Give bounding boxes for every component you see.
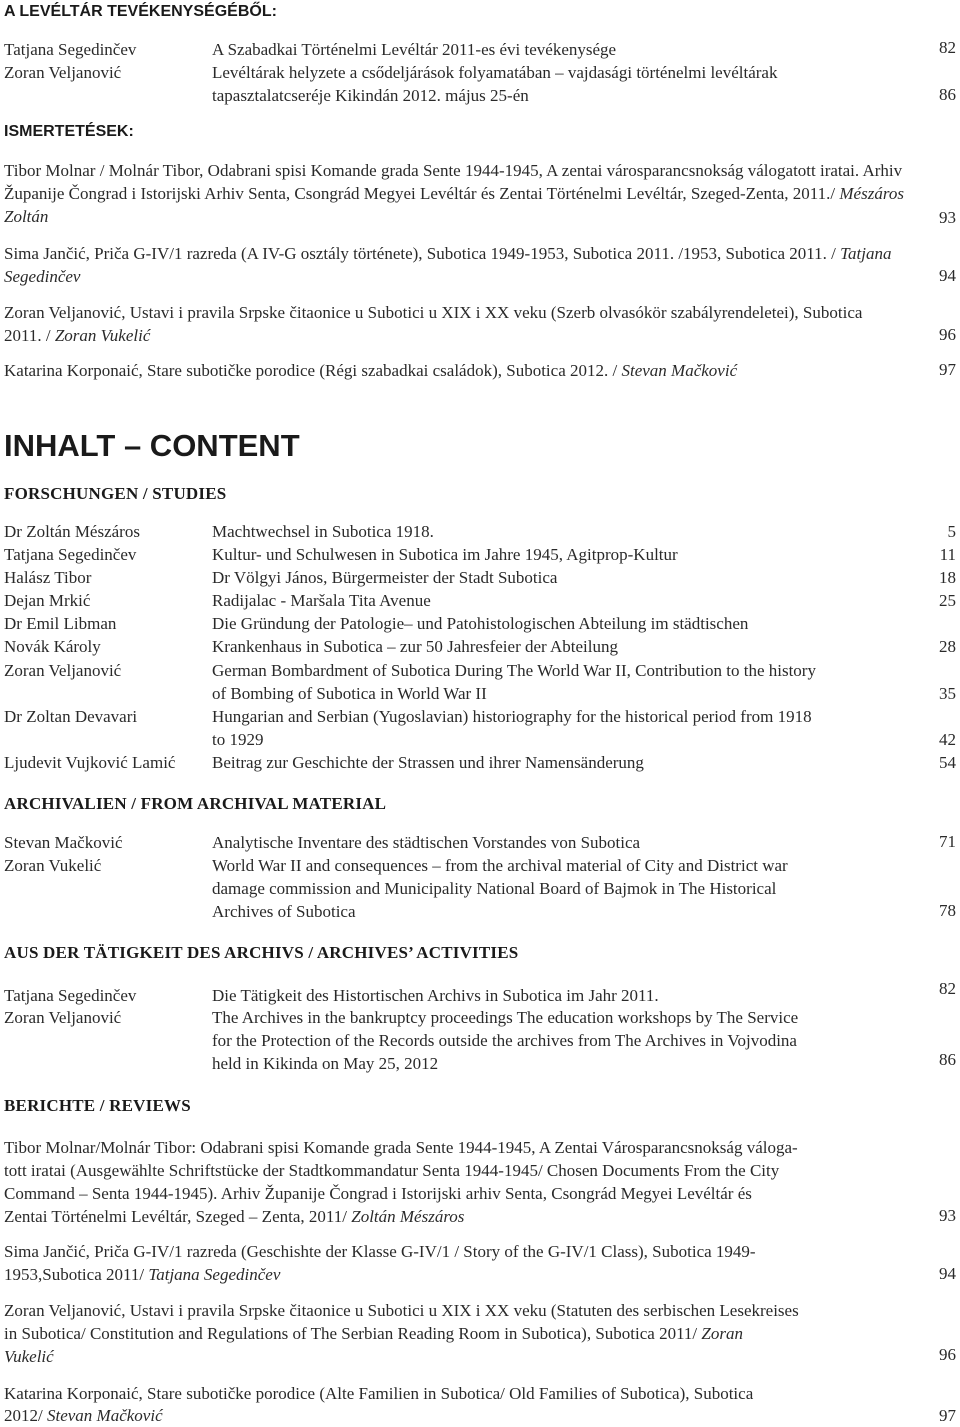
review-entry: [4, 301, 904, 347]
author-name: Stevan Mačković: [4, 833, 123, 852]
section-heading-reviews: BERICHTE / REVIEWS: [4, 1096, 191, 1115]
review-text: Sima Jančić, Priča G-IV/1 razreda (Geschishte der Klasse G-IV/1 / Story of the G-IV/1 Class), Subotica 1949-: [4, 1242, 756, 1261]
page-number: 82: [939, 979, 956, 998]
review-text: Katarina Korponaić, Stare subotičke porodice (Alte Familien in Subotica/ Old Families of Subotica), Subotica: [4, 1384, 754, 1403]
page-number: 93: [939, 208, 956, 227]
entry-title-continued: Archives of Subotica: [212, 902, 356, 921]
entry-title: A Szabadkai Történelmi Levéltár 2011-es évi tevékenysége: [212, 40, 617, 59]
entry-title-continued: to 1929: [212, 730, 264, 749]
page-number: 82: [939, 38, 956, 57]
section-heading-archival-material: ARCHIVALIEN / FROM ARCHIVAL MATERIAL: [4, 794, 387, 813]
author-name: Tatjana Segedinčev: [4, 40, 137, 59]
review-text: Zoran Veljanović, Ustavi i pravila Srpske čitaonice u Subotici u XIX i XX veku (Statuten des serbischen Lesekreises: [4, 1301, 799, 1320]
entry-title: German Bombardment of Subotica During The World War II, Contribution to the history: [212, 661, 816, 680]
review-text: 1953,Subotica 2011/: [4, 1265, 149, 1284]
review-entry-end: [4, 1205, 464, 1228]
page-number: 25: [939, 591, 956, 610]
review-text: Zentai Történelmi Levéltár, Szeged – Zenta, 2011/: [4, 1207, 352, 1226]
review-text: 2012/: [4, 1406, 47, 1425]
author-name: Tatjana Segedinčev: [4, 545, 137, 564]
entry-title: Machtwechsel in Subotica 1918.: [212, 522, 434, 541]
entry-title: Levéltárak helyzete a csődeljárások folyamatában – vajdasági történelmi levéltárak: [212, 63, 778, 82]
review-text: in Subotica/ Constitution and Regulations of The Serbian Reading Room in Subotica), Subotica 2011/: [4, 1324, 702, 1343]
author-name: Novák Károly: [4, 637, 101, 656]
page-number: 54: [939, 753, 956, 772]
review-text: Tibor Molnar/Molnár Tibor: Odabrani spisi Komande grada Sente 1944-1945, A Zentai Városparancsnokság váloga-: [4, 1138, 798, 1157]
entry-title-continued: damage commission and Municipality National Board of Bajmok in The Historical: [212, 879, 777, 898]
author-name: Zoran Veljanović: [4, 661, 122, 680]
reviewer-name: Zoran: [701, 1324, 743, 1343]
entry-title: Analytische Inventare des städtischen Vorstandes von Subotica: [212, 833, 641, 852]
page-number: 28: [939, 637, 956, 656]
reviewer-name: Mészáros Zoltán: [4, 184, 904, 226]
review-entry-end: [4, 1263, 280, 1286]
page-number: 86: [939, 85, 956, 104]
page-number: 42: [939, 730, 956, 749]
section-heading-archives-activities: AUS DER TÄTIGKEIT DES ARCHIVS / ARCHIVES’ ACTIVITIES: [4, 943, 519, 962]
author-name: Dr Zoltán Mészáros: [4, 522, 140, 541]
review-entry-mid: [4, 1322, 743, 1345]
page-number: 94: [939, 266, 956, 285]
page-number: 86: [939, 1050, 956, 1069]
author-name: Dejan Mrkić: [4, 591, 91, 610]
entry-title: Radijalac - Maršala Tita Avenue: [212, 591, 431, 610]
section-heading-reviews-hu: ISMERTETÉSEK:: [4, 123, 134, 140]
author-name: Dr Zoltan Devavari: [4, 707, 138, 726]
review-entry-end: [4, 1404, 163, 1427]
review-text: Zoran Veljanović, Ustavi i pravila Srpske čitaonice u Subotici u XIX i XX veku (Szerb olvasókör szabályrendeletei), Subotica 2011. /: [4, 303, 863, 345]
author-name: Halász Tibor: [4, 568, 92, 587]
review-entry: [4, 159, 904, 228]
reviewer-name: Zoltán Mészáros: [351, 1207, 465, 1226]
reviewer-name: Zoran Vukelić: [54, 326, 151, 345]
page-number: 35: [939, 684, 956, 703]
reviewer-name: Stevan Mačković: [621, 361, 738, 380]
entry-title-continued: for the Protection of the Records outside the archives from The Archives in Vojvodina: [212, 1031, 797, 1050]
review-text: Command – Senta 1944-1945). Arhiv Županije Čongrad i Istorijski arhiv Senta, Csongrád Megyei Levéltár és: [4, 1184, 752, 1203]
entry-title-continued: held in Kikinda on May 25, 2012: [212, 1054, 439, 1073]
entry-title: Krankenhaus in Subotica – zur 50 Jahresfeier der Abteilung: [212, 637, 618, 656]
page-number: 71: [939, 832, 956, 851]
review-text: Katarina Korponaić, Stare subotičke porodice (Régi szabadkai családok), Subotica 2012. /: [4, 361, 622, 380]
entry-title: Kultur- und Schulwesen in Subotica im Jahre 1945, Agitprop-Kultur: [212, 545, 678, 564]
reviewer-name: Tatjana Segedinčev: [148, 1265, 281, 1284]
page-number: 97: [939, 360, 956, 379]
page-number: 11: [939, 545, 956, 564]
page-number: 78: [939, 901, 956, 920]
page-number: 93: [939, 1206, 956, 1225]
reviewer-name-continued: Vukelić: [4, 1347, 54, 1366]
entry-title: Die Tätigkeit des Histortischen Archivs in Subotica im Jahr 2011.: [212, 986, 659, 1005]
page-number: 5: [947, 522, 956, 541]
entry-title: Dr Völgyi János, Bürgermeister der Stadt Subotica: [212, 568, 558, 587]
page-number: 96: [939, 1345, 956, 1364]
review-text: Tibor Molnar / Molnár Tibor, Odabrani spisi Komande grada Sente 1944-1945, A zentai városparancsnokság válogatott iratai. Arhiv Županije Čongrad i Istorijski Arhiv Senta, Csongrád Megyei Levéltár és Zentai Történelmi Levéltár, Szeged-Zenta, 2011./: [4, 161, 903, 203]
page-number: 96: [939, 325, 956, 344]
page-number: 94: [939, 1264, 956, 1283]
entry-title-continued: tapasztalatcseréje Kikindán 2012. május 25-én: [212, 86, 529, 105]
review-entry: [4, 242, 904, 288]
author-name: Zoran Vukelić: [4, 856, 102, 875]
reviewer-name: Stevan Mačković: [46, 1406, 163, 1425]
page-title: INHALT – CONTENT: [4, 428, 300, 463]
entry-title: The Archives in the bankruptcy proceedings The education workshops by The Service: [212, 1008, 799, 1027]
entry-title: Beitrag zur Geschichte der Strassen und ihrer Namensänderung: [212, 753, 644, 772]
section-heading-studies: FORSCHUNGEN / STUDIES: [4, 484, 227, 503]
entry-title-continued: of Bombing of Subotica in World War II: [212, 684, 487, 703]
review-text: tott iratai (Ausgewählte Schriftstücke der Stadtkommandatur Senta 1944-1945/ Chosen Documents From the City: [4, 1161, 780, 1180]
section-heading-archive-activities-hu: A LEVÉLTÁR TEVÉKENYSÉGÉBŐL:: [4, 3, 277, 20]
entry-title: Hungarian and Serbian (Yugoslavian) historiography for the historical period from 1918: [212, 707, 812, 726]
author-name: Zoran Veljanović: [4, 1008, 122, 1027]
entry-title: World War II and consequences – from the archival material of City and District war: [212, 856, 788, 875]
author-name: Tatjana Segedinčev: [4, 986, 137, 1005]
author-name: Zoran Veljanović: [4, 63, 122, 82]
entry-title: Die Gründung der Patologie– und Patohistologischen Abteilung im städtischen: [212, 614, 749, 633]
review-entry: [4, 359, 904, 382]
review-text: Sima Jančić, Priča G-IV/1 razreda (A IV-G osztály története), Subotica 1949-1953, Subotica 2011. /1953, Subotica 2011. /: [4, 244, 841, 263]
author-name: Dr Emil Libman: [4, 614, 117, 633]
page-number: 18: [939, 568, 956, 587]
reviewer-name: Tatjana Segedinčev: [4, 244, 892, 286]
author-name: Ljudevit Vujković Lamić: [4, 753, 176, 772]
page-number: 97: [939, 1406, 956, 1425]
